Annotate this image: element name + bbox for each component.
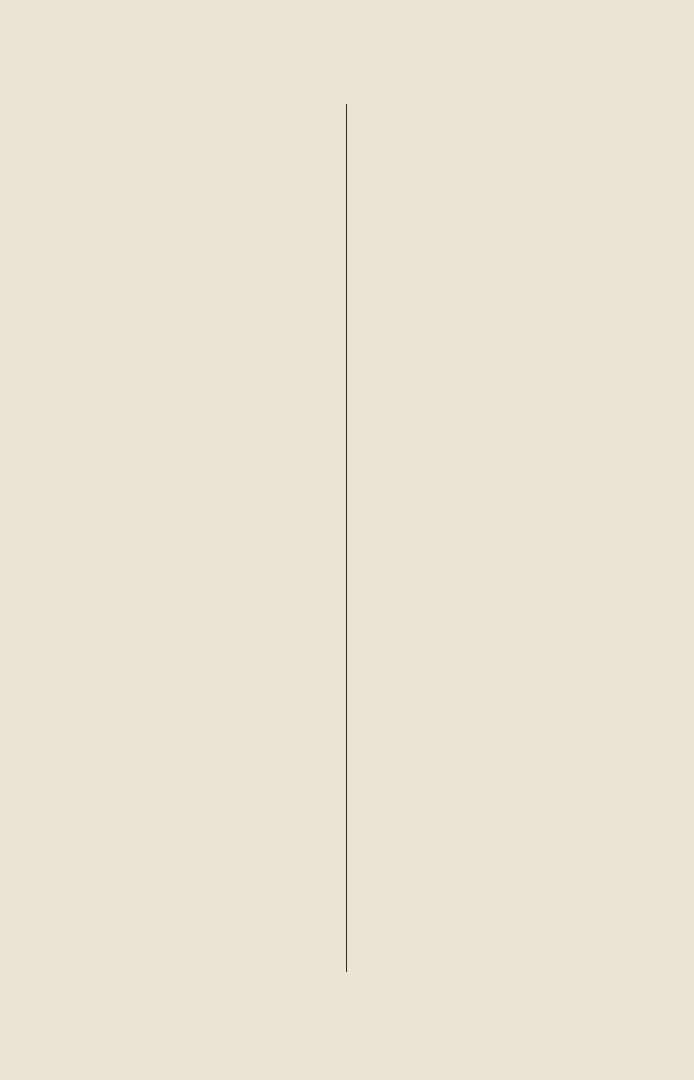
column-divider [346, 104, 347, 972]
